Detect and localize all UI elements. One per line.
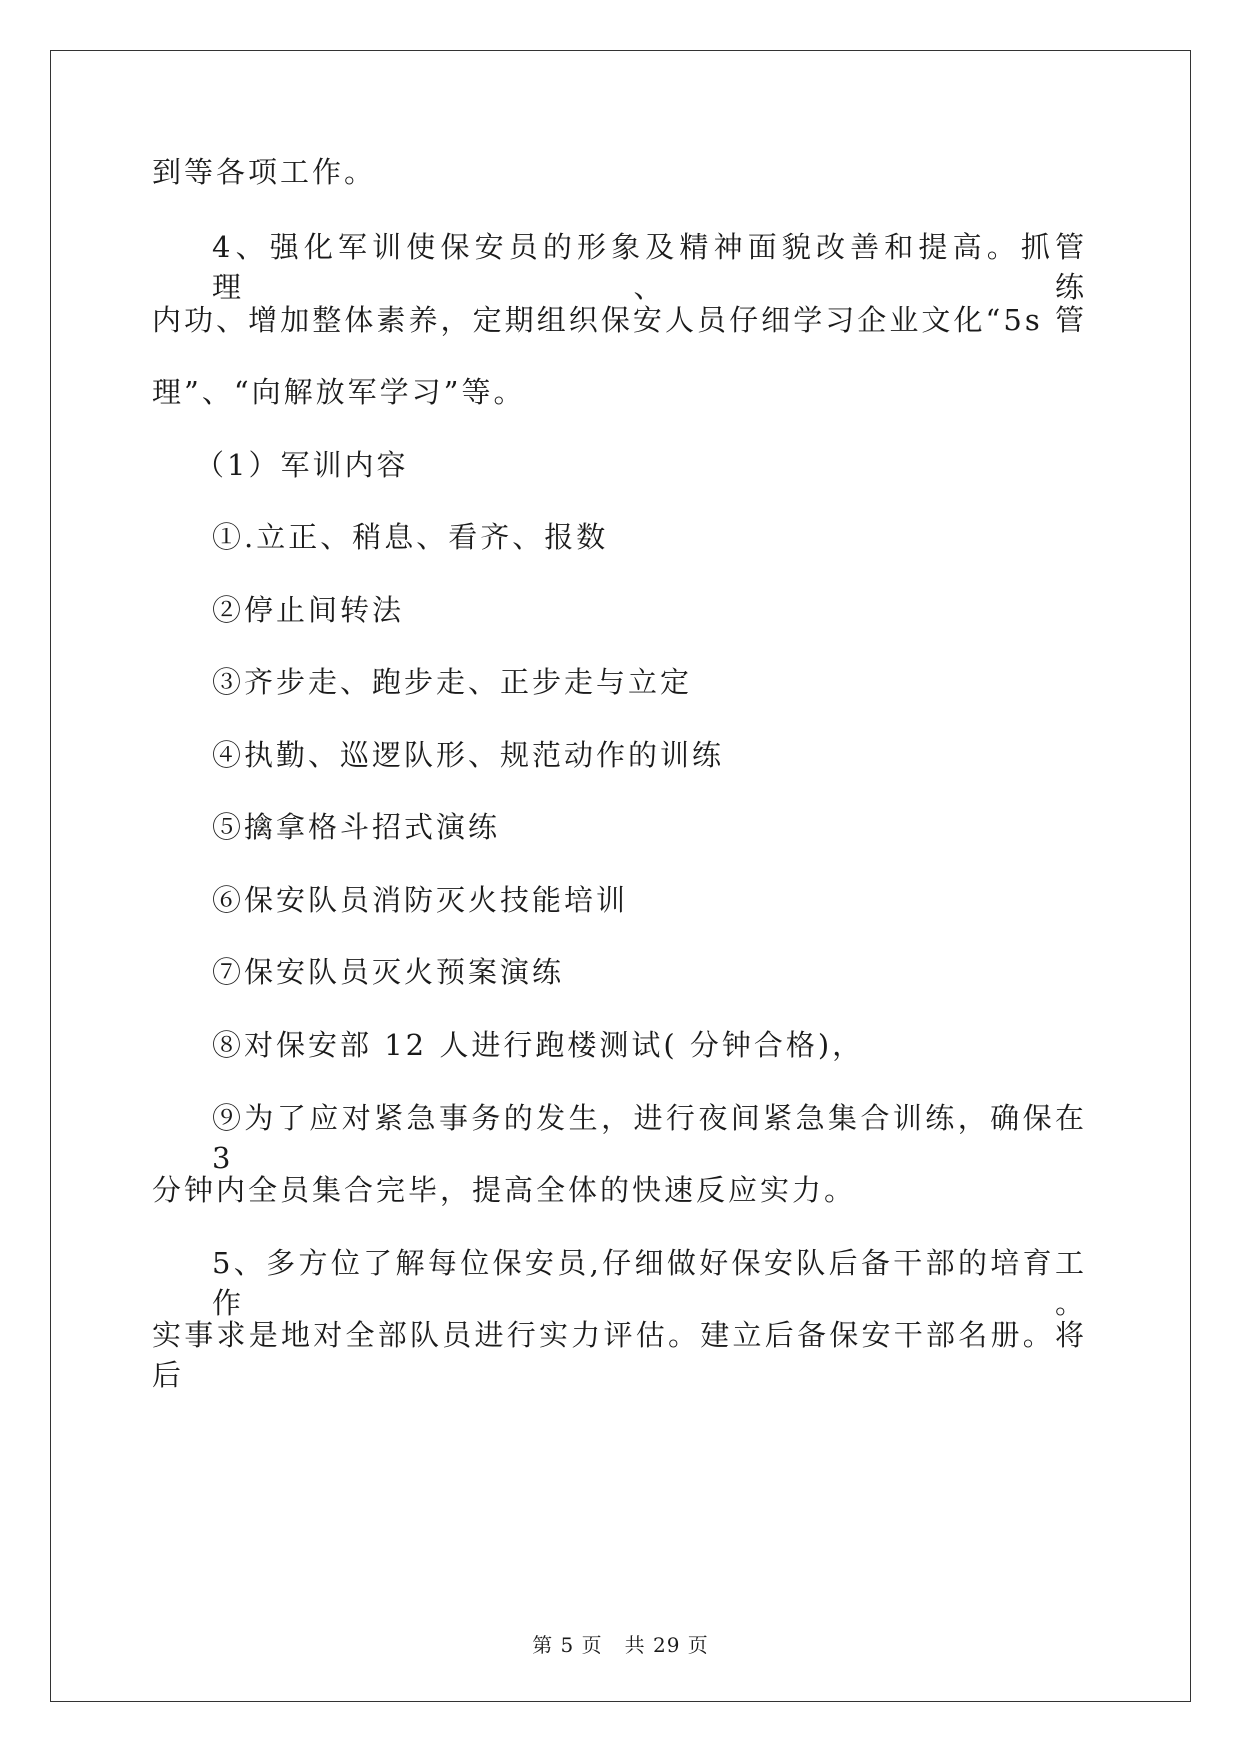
list-item: ⑦保安队员灭火预案演练 (212, 955, 565, 989)
text-line: 内功、增加整体素养，定期组织保安人员仔细学习企业文化“5s 管 (152, 303, 1087, 337)
list-item: ④执勤、巡逻队形、规范动作的训练 (212, 738, 725, 772)
list-item: ⑤擒拿格斗招式演练 (212, 810, 501, 844)
paragraph-line: 5、多方位了解每位保安员,仔细做好保安队后备干部的培育工作。 (212, 1246, 1087, 1320)
section-heading: （1）军训内容 (195, 448, 409, 482)
page-footer (0, 1632, 1241, 1658)
list-item: ⑨为了应对紧急事务的发生，进行夜间紧急集合训练，确保在 3 (212, 1101, 1087, 1175)
text-line: 到等各项工作。 (152, 155, 377, 189)
list-item: ①.立正、稍息、看齐、报数 (212, 520, 609, 554)
list-item: ⑥保安队员消防灭火技能培训 (212, 883, 629, 917)
list-item: ⑧对保安部 12 人进行跑楼测试( 分钟合格)， (212, 1028, 865, 1062)
text-line: 实事求是地对全部队员进行实力评估。建立后备保安干部名册。将后 (152, 1318, 1087, 1392)
list-item: ②停止间转法 (212, 593, 405, 627)
list-item: ③齐步走、跑步走、正步走与立定 (212, 665, 693, 699)
page-number: 第 5 页 (532, 1633, 603, 1657)
text-line: 分钟内全员集合完毕，提高全体的快速反应实力。 (152, 1173, 857, 1207)
paragraph-line: 4、强化军训使保安员的形象及精神面貌改善和提高。抓管理、练 (212, 230, 1087, 304)
page-total: 共 29 页 (624, 1633, 709, 1657)
text-line: 理”、“向解放军学习”等。 (152, 375, 526, 409)
